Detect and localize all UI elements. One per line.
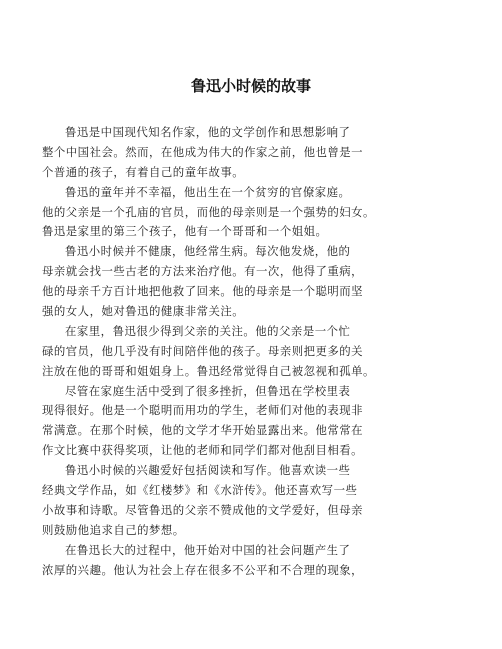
body-line: 则鼓励他追求自己的梦想。 <box>42 522 185 537</box>
body-line: 鲁迅的童年并不幸福，他出生在一个贫穷的官僚家庭。 <box>65 184 351 199</box>
body-line: 注放在他的哥哥和姐姐身上。鲁迅经常觉得自己被忽视和孤单。 <box>42 363 375 378</box>
body-line: 强的女人，她对鲁迅的健康非常关注。 <box>42 304 245 319</box>
body-line: 作文比赛中获得奖项，让他的老师和同学们都对他刮目相看。 <box>42 443 364 458</box>
body-line: 碌的官员，他几乎没有时间陪伴他的孩子。母亲则把更多的关 <box>42 343 364 358</box>
body-line: 浓厚的兴趣。他认为社会上存在很多不公平和不合理的现象， <box>42 562 364 577</box>
body-line: 小故事和诗歌。尽管鲁迅的父亲不赞成他的文学爱好，但母亲 <box>42 502 364 517</box>
body-line: 母亲就会找一些古老的方法来治疗他。有一次，他得了重病， <box>42 264 364 279</box>
body-line: 现得很好。他是一个聪明而用功的学生，老师们对他的表现非 <box>42 403 364 418</box>
body-line: 鲁迅是家里的第三个孩子，他有一个哥哥和一个姐姐。 <box>42 224 328 239</box>
document-title: 鲁迅小时候的故事 <box>190 77 311 95</box>
body-line: 整个中国社会。然而，在他成为伟大的作家之前，他也曾是一 <box>42 144 364 159</box>
body-line: 鲁迅小时候并不健康，他经常生病。每次他发烧，他的 <box>65 244 351 259</box>
body-line: 常满意。在那个时候，他的文学才华开始显露出来。他常常在 <box>42 423 364 438</box>
body-line: 在家里，鲁迅很少得到父亲的关注。他的父亲是一个忙 <box>65 323 351 338</box>
body-line: 经典文学作品，如《红楼梦》和《水浒传》。他还喜欢写一些 <box>42 483 358 498</box>
body-line: 他的父亲是一个孔庙的官员，而他的母亲则是一个强势的妇女。 <box>42 204 375 219</box>
document-body <box>42 123 482 580</box>
body-line: 他的母亲千方百计地把他救了回来。他的母亲是一个聪明而坚 <box>42 284 364 299</box>
body-line: 尽管在家庭生活中受到了很多挫折，但鲁迅在学校里表 <box>65 383 351 398</box>
body-line: 鲁迅是中国现代知名作家，他的文学创作和思想影响了 <box>65 125 351 139</box>
body-line: 鲁迅小时候的兴趣爱好包括阅读和写作。他喜欢读一些 <box>65 463 351 478</box>
body-line: 个普通的孩子，有着自己的童年故事。 <box>42 164 245 179</box>
body-line: 在鲁迅长大的过程中，他开始对中国的社会问题产生了 <box>65 542 351 557</box>
